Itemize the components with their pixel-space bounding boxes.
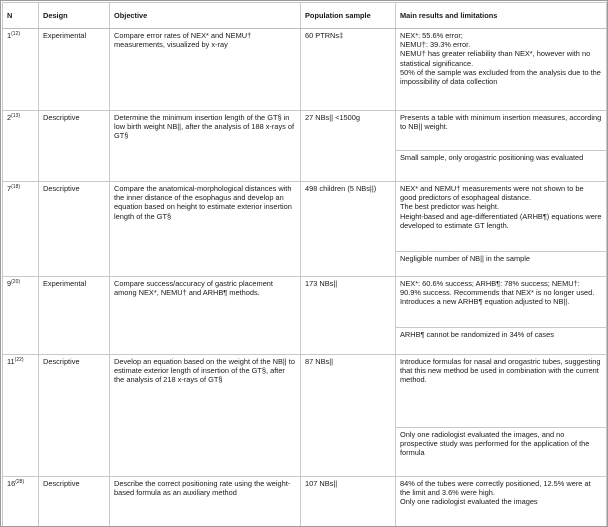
studies-table <box>2 2 607 527</box>
limitation-line: Negligible number of NB|| in the sample <box>400 254 530 263</box>
results-block <box>396 182 606 251</box>
limitation-line: Only one radiologist evaluated the images, and no prospective study was performed for the application of the formula <box>400 430 590 458</box>
cell-design: Descriptive <box>39 477 110 527</box>
cell-population: 27 NBs|| <1500g <box>301 111 396 182</box>
cell-design: Descriptive <box>39 111 110 182</box>
cell-objective: Compare error rates of NEX* and NEMU† measurements, visualized by x-ray <box>110 29 301 111</box>
reference-superscript: (22) <box>14 357 24 363</box>
cell-design: Descriptive <box>39 182 110 277</box>
cell-objective: Develop an equation based on the weight of the NB|| to estimate exterior length of insertion of the GT§, after the analysis of 218 x-rays of GT§ <box>110 355 301 477</box>
cell-results <box>396 182 607 277</box>
cell-n <box>3 182 39 277</box>
cell-n <box>3 111 39 182</box>
cell-population: 498 children (5 NBs||) <box>301 182 396 277</box>
cell-objective: Determine the minimum insertion length of the GT§ in low birth weight NB||, after the analysis of 188 x-rays of GT§ <box>110 111 301 182</box>
result-line: NEX*: 55.6% error; <box>400 31 463 40</box>
table-header-row <box>3 3 607 29</box>
reference-superscript: (20) <box>11 279 21 285</box>
study-number: 2 <box>7 113 12 122</box>
limitations-block <box>396 150 606 164</box>
cell-n <box>3 29 39 111</box>
cell-results <box>396 277 607 355</box>
cell-n <box>3 355 39 477</box>
cell-results <box>396 355 607 477</box>
limitation-line: ARHB¶ cannot be randomized in 34% of cases <box>400 330 554 339</box>
results-block <box>396 29 606 88</box>
cell-design: Descriptive <box>39 355 110 477</box>
table-row <box>3 182 607 277</box>
table-row <box>3 111 607 182</box>
limitations-block <box>396 427 606 460</box>
limitations-block <box>396 251 606 265</box>
header-design: Design <box>39 3 110 29</box>
cell-results <box>396 477 607 527</box>
result-line: 50% of the sample was excluded from the analysis due to the impossibility of data collection <box>400 67 601 87</box>
reference-superscript: (12) <box>11 31 21 37</box>
limitation-line: Small sample, only orogastric positioning was evaluated <box>400 153 584 162</box>
table-row <box>3 277 607 355</box>
header-objective: Objective <box>110 3 301 29</box>
cell-n <box>3 277 39 355</box>
study-number: 11 <box>7 357 15 366</box>
result-line: Presents a table with minimum insertion measures, according to NB|| weight. <box>400 113 602 132</box>
result-line: Introduce formulas for nasal and orogastric tubes, suggesting that this new method be used in combination with the current method. <box>400 357 601 385</box>
table-row <box>3 355 607 477</box>
header-results: Main results and limitations <box>396 3 607 29</box>
header-population: Population sample <box>301 3 396 29</box>
cell-design: Experimental <box>39 29 110 111</box>
cell-population: 107 NBs|| <box>301 477 396 527</box>
study-number: 7 <box>7 184 12 193</box>
results-block <box>396 355 606 427</box>
cell-design: Experimental <box>39 277 110 355</box>
table-row <box>3 29 607 111</box>
results-block <box>396 477 606 509</box>
cell-population: 87 NBs|| <box>301 355 396 477</box>
result-line: 84% of the tubes were correctly positioned, 12.5% were at the limit and 3.6% were high. <box>400 479 591 498</box>
study-number: 16 <box>7 479 16 488</box>
study-number: 1 <box>7 31 12 40</box>
result-line: NEMU†: 39.3% error. <box>400 40 471 50</box>
result-line: Only one radiologist evaluated the images <box>400 497 538 507</box>
cell-n <box>3 477 39 527</box>
result-line: Height-based and age-differentiated (ARHB¶) equations were developed to estimate GT length. <box>400 211 602 230</box>
cell-results <box>396 111 607 182</box>
results-block <box>396 277 606 327</box>
result-line: NEX*: 60.6% success; ARHB¶: 78% success; NEMU†: 90.9% success. Recommends that NEX* is no longer used. Introduces a new ARHB¶ equation adjusted to NB||. <box>400 279 595 307</box>
limitations-block <box>396 327 606 341</box>
table-row <box>3 477 607 527</box>
cell-objective: Compare the anatomical-morphological distances with the inner distance of the esophagus and develop an equation based on height to estimate exterior insertion length of the GT§ <box>110 182 301 277</box>
cell-population: 60 PTRNs‡ <box>301 29 396 111</box>
cell-objective: Compare success/accuracy of gastric placement among NEX*, NEMU† and ARHB¶ methods. <box>110 277 301 355</box>
result-line: NEX* and NEMU† measurements were not shown to be good predictors of esophageal distance. <box>400 184 584 203</box>
reference-superscript: (13) <box>11 113 21 119</box>
result-line: The best predictor was height. <box>400 202 500 212</box>
reference-superscript: (28) <box>15 479 25 485</box>
cell-population: 173 NBs|| <box>301 277 396 355</box>
reference-superscript: (18) <box>11 184 21 190</box>
study-number: 9 <box>7 279 12 288</box>
header-n: N <box>3 3 39 29</box>
results-block <box>396 111 606 150</box>
cell-results <box>396 29 607 111</box>
cell-objective: Describe the correct positioning rate using the weight-based formula as an auxiliary method <box>110 477 301 527</box>
result-line: NEMU† has greater reliability than NEX*, however with no statistical significance. <box>400 49 591 68</box>
